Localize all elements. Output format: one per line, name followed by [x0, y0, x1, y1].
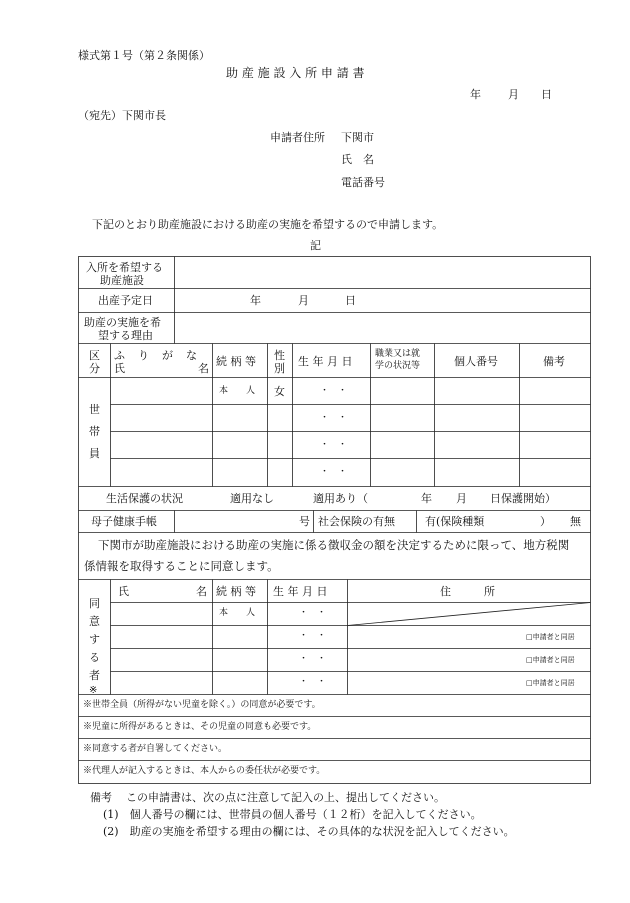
welfare-applied: 適用あり（ — [313, 492, 368, 505]
addressee: （宛先）下関市長 — [78, 109, 166, 122]
col-job-2: 学の状況等 — [375, 361, 421, 371]
col-notes: 備考 — [543, 355, 565, 368]
consent-row1-relation: 本 人 — [219, 608, 256, 618]
ki-label: 記 — [310, 239, 321, 252]
insurance-paren: ） — [540, 515, 551, 528]
welfare-label: 生活保護の状況 — [106, 492, 183, 505]
reason-label-line2: 望する理由 — [98, 329, 153, 342]
col-job-1: 職業又は就 — [375, 349, 421, 359]
remarks-item2: (2) 助産の実施を希望する理由の欄には、その具体的な状況を記入してください。 — [103, 825, 515, 838]
due-year-label: 年 — [250, 294, 261, 307]
row1-birth-dots: ・ ・ — [320, 386, 348, 396]
consent-label-1: 同 — [89, 597, 100, 610]
same-address-checkbox-row4[interactable]: □申請者と同居 — [526, 679, 575, 687]
consent-col-birth: 生 年 月 日 — [273, 585, 328, 598]
consent-text-line1: 下関市が助産施設における助産の実施に係る徴収金の額を決定するために限って、地方税関 — [98, 538, 570, 552]
form-number: 様式第１号（第２条関係） — [78, 49, 210, 62]
row3-birth-dots: ・ ・ — [320, 440, 348, 450]
maternal-no-label: 号 — [299, 515, 310, 528]
insurance-label: 社会保険の有無 — [318, 515, 395, 528]
consent-col-address: 住 所 — [440, 585, 495, 598]
col-shimei-2: 名 — [198, 362, 209, 375]
due-month-label: 月 — [298, 294, 309, 307]
welfare-none: 適用なし — [230, 492, 274, 505]
col-kubun-2: 分 — [89, 362, 100, 375]
consent-text-line2: 係情報を取得することに同意します。 — [84, 559, 279, 573]
note-1: ※世帯全員（所得がない児童を除く。）の同意が必要です。 — [83, 700, 321, 710]
consent-label-6: ※ — [89, 685, 98, 696]
col-sex-1: 性 — [274, 349, 285, 362]
date-month-label: 月 — [508, 88, 519, 101]
note-4: ※代理人が記入するときは、本人からの委任状が必要です。 — [83, 766, 326, 776]
insurance-yes: 有(保険種類 — [425, 515, 485, 528]
date-year-label: 年 — [470, 88, 481, 101]
maternal-label: 母子健康手帳 — [91, 515, 157, 528]
consent-label-2: 意 — [89, 615, 100, 628]
col-sex-2: 別 — [274, 362, 285, 375]
col-kubun-1: 区 — [89, 349, 100, 362]
due-day-label: 日 — [345, 294, 356, 307]
row4-birth-dots: ・ ・ — [320, 467, 348, 477]
household-label-3: 員 — [89, 447, 100, 460]
same-address-checkbox-row2[interactable]: □申請者と同居 — [526, 633, 575, 641]
consent-label-3: す — [89, 633, 100, 646]
consent-col-relation: 続 柄 等 — [216, 585, 256, 598]
date-day-label: 日 — [541, 88, 552, 101]
welfare-start: 日保護開始） — [490, 492, 556, 505]
reason-label-line1: 助産の実施を希 — [84, 316, 161, 329]
col-furigana: ふ り が な — [114, 349, 198, 362]
same-address-checkbox-row3[interactable]: □申請者と同居 — [526, 656, 575, 664]
applicant-phone-label: 電話番号 — [341, 176, 385, 189]
note-3: ※同意する者が自署してください。 — [83, 744, 228, 754]
applicant-address-label: 申請者住所 — [270, 131, 325, 144]
consent-label-5: 者 — [89, 669, 100, 682]
col-shimei-1: 氏 — [114, 362, 125, 375]
remarks-heading: 備考 — [90, 791, 112, 804]
consent-label-4: る — [89, 651, 100, 664]
remarks-line0: この申請書は、次の点に注意して記入の上、提出してください。 — [126, 791, 445, 804]
remarks-item1: (1) 個人番号の欄には、世帯員の個人番号（１２桁）を記入してください。 — [103, 808, 482, 821]
row2-birth-dots: ・ ・ — [320, 413, 348, 423]
row1-relation: 本 人 — [219, 386, 256, 396]
due-date-label: 出産予定日 — [98, 294, 153, 307]
page-title: 助 産 施 設 入 所 申 請 書 — [226, 66, 365, 80]
welfare-year: 年 — [421, 492, 432, 505]
col-number: 個人番号 — [454, 355, 498, 368]
consent-row4-dots: ・ ・ — [299, 677, 327, 687]
facility-label-line1: 入所を希望する — [86, 261, 163, 274]
applicant-name-label: 氏 名 — [341, 153, 374, 166]
household-label-2: 帯 — [89, 425, 100, 438]
consent-col-name-1: 氏 — [118, 585, 129, 598]
welfare-month: 月 — [456, 492, 467, 505]
application-statement: 下記のとおり助産施設における助産の実施を希望するので申請します。 — [92, 218, 444, 231]
insurance-no: 無 — [570, 515, 581, 528]
col-zokugara: 続 柄 等 — [216, 355, 256, 368]
col-birth: 生 年 月 日 — [298, 355, 353, 368]
facility-label-line2: 助産施設 — [100, 274, 144, 287]
consent-row1-dots: ・ ・ — [299, 608, 327, 618]
note-2: ※児童に所得があるときは、その児童の同意も必要です。 — [83, 722, 317, 732]
row1-sex: 女 — [274, 385, 285, 398]
household-label-1: 世 — [89, 403, 100, 416]
applicant-address-city: 下関市 — [341, 131, 374, 144]
consent-col-name-2: 名 — [196, 585, 207, 598]
consent-row3-dots: ・ ・ — [299, 654, 327, 664]
consent-row2-dots: ・ ・ — [299, 631, 327, 641]
